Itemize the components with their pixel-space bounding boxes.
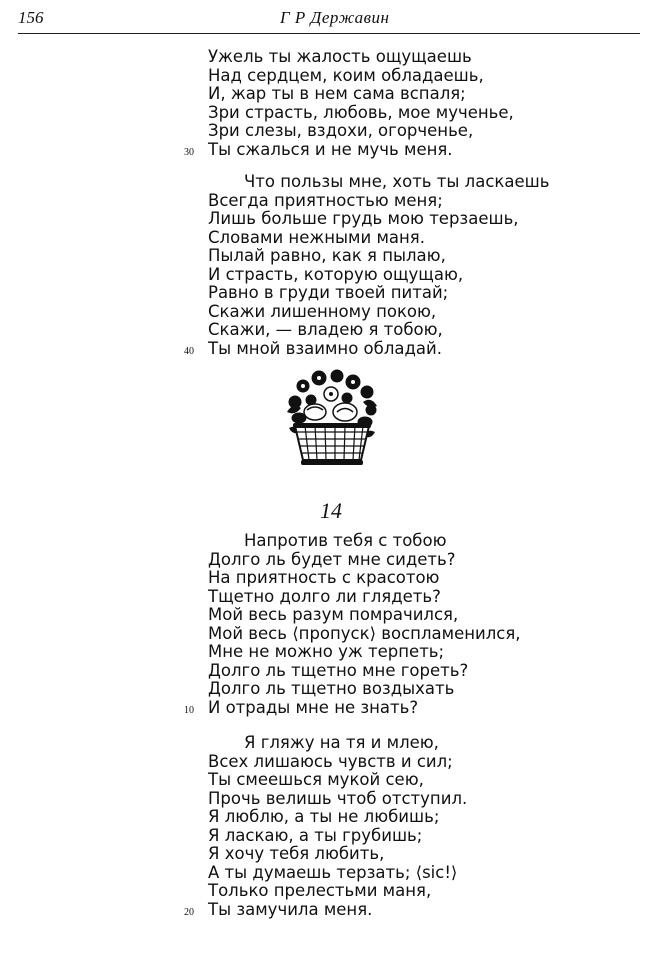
verse-line: Ужель ты жалость ощущаешь [208,47,472,66]
verse-line: Что пользы мне, хоть ты ласкаешь [244,172,550,191]
stanza [184,531,521,717]
verse-line: Словами нежными маня. [208,227,425,247]
verse-line: На приятность с красотою [208,568,440,587]
verse-line-numbered [184,899,467,920]
poem-number: 14 [320,498,342,523]
verse-line: Мой весь разум помрачился, [208,605,459,624]
verse-line: Скажи, — владею я тобою, [208,320,443,339]
verse-line: Напротив тебя с тобою [244,531,447,550]
stanza [184,172,550,358]
header-rule [18,33,640,34]
verse-line: Я люблю, а ты не любишь; [208,807,440,826]
verse-line: И, жар ты в нем сама вспаля; [208,84,466,103]
line-number: 10 [184,704,194,716]
verse-line: Скажи лишенному покою, [208,301,437,321]
verse-line: Долго ль будет мне сидеть? [208,549,456,569]
line-number: 30 [184,146,194,158]
verse-line: Я ласкаю, а ты грубишь; [208,825,423,845]
verse-line: Мне не можно уж терпеть; [208,642,445,661]
verse-line: Долго ль тщетно воздыхать [208,679,455,698]
verse-line-numbered [184,139,514,160]
line-number: 20 [184,906,194,918]
verse-line: Над сердцем, коим обладаешь, [208,65,484,85]
verse-line-text: Ты сжалься и не мучь меня. [208,139,453,159]
verse-line: Равно в груди твоей питай; [208,283,449,302]
verse-line-text: Ты замучила меня. [208,899,373,919]
verse-line: И страсть, которую ощущаю, [208,264,464,284]
verse-line: Зри страсть, любовь, мое мученье, [208,102,514,122]
running-head [18,8,640,32]
verse-line: Лишь больше грудь мою терзаешь, [208,209,519,228]
page-number: 156 [18,8,44,27]
verse-line-numbered [184,338,549,359]
verse-line: Мой весь ⟨пропуск⟩ воспламенился, [208,623,521,643]
verse-line: Пылай равно, как я пылаю, [208,246,446,265]
verse-line: Тщетно долго ли глядеть? [208,586,441,606]
flower-basket-icon [281,368,383,468]
verse-line-text: И отрады мне не знать? [208,697,419,717]
verse-line: Долго ль тщетно мне гореть? [208,660,469,680]
verse-line: А ты думаешь терзать; ⟨sic!⟩ [208,862,458,882]
stanza [184,733,468,919]
verse-line: Я гляжу на тя и млею, [244,733,439,752]
verse-line-numbered [184,697,521,718]
line-number: 40 [184,345,194,357]
verse-line: Только прелестьми маня, [208,881,432,900]
verse-line-text: Ты мной взаимно обладай. [208,338,442,358]
verse-line: Всегда приятностью меня; [208,190,443,210]
verse-line: Зри слезы, вздохи, огорченье, [208,121,474,140]
verse-line: Ты смеешься мукой сею, [208,770,424,789]
running-head-author: Г Р Державин [280,8,390,27]
stanza [184,47,514,159]
verse-line: Прочь велишь чтоб отступил. [208,788,468,808]
verse-line: Я хочу тебя любить, [208,844,385,863]
verse-line: Всех лишаюсь чувств и сил; [208,751,453,771]
